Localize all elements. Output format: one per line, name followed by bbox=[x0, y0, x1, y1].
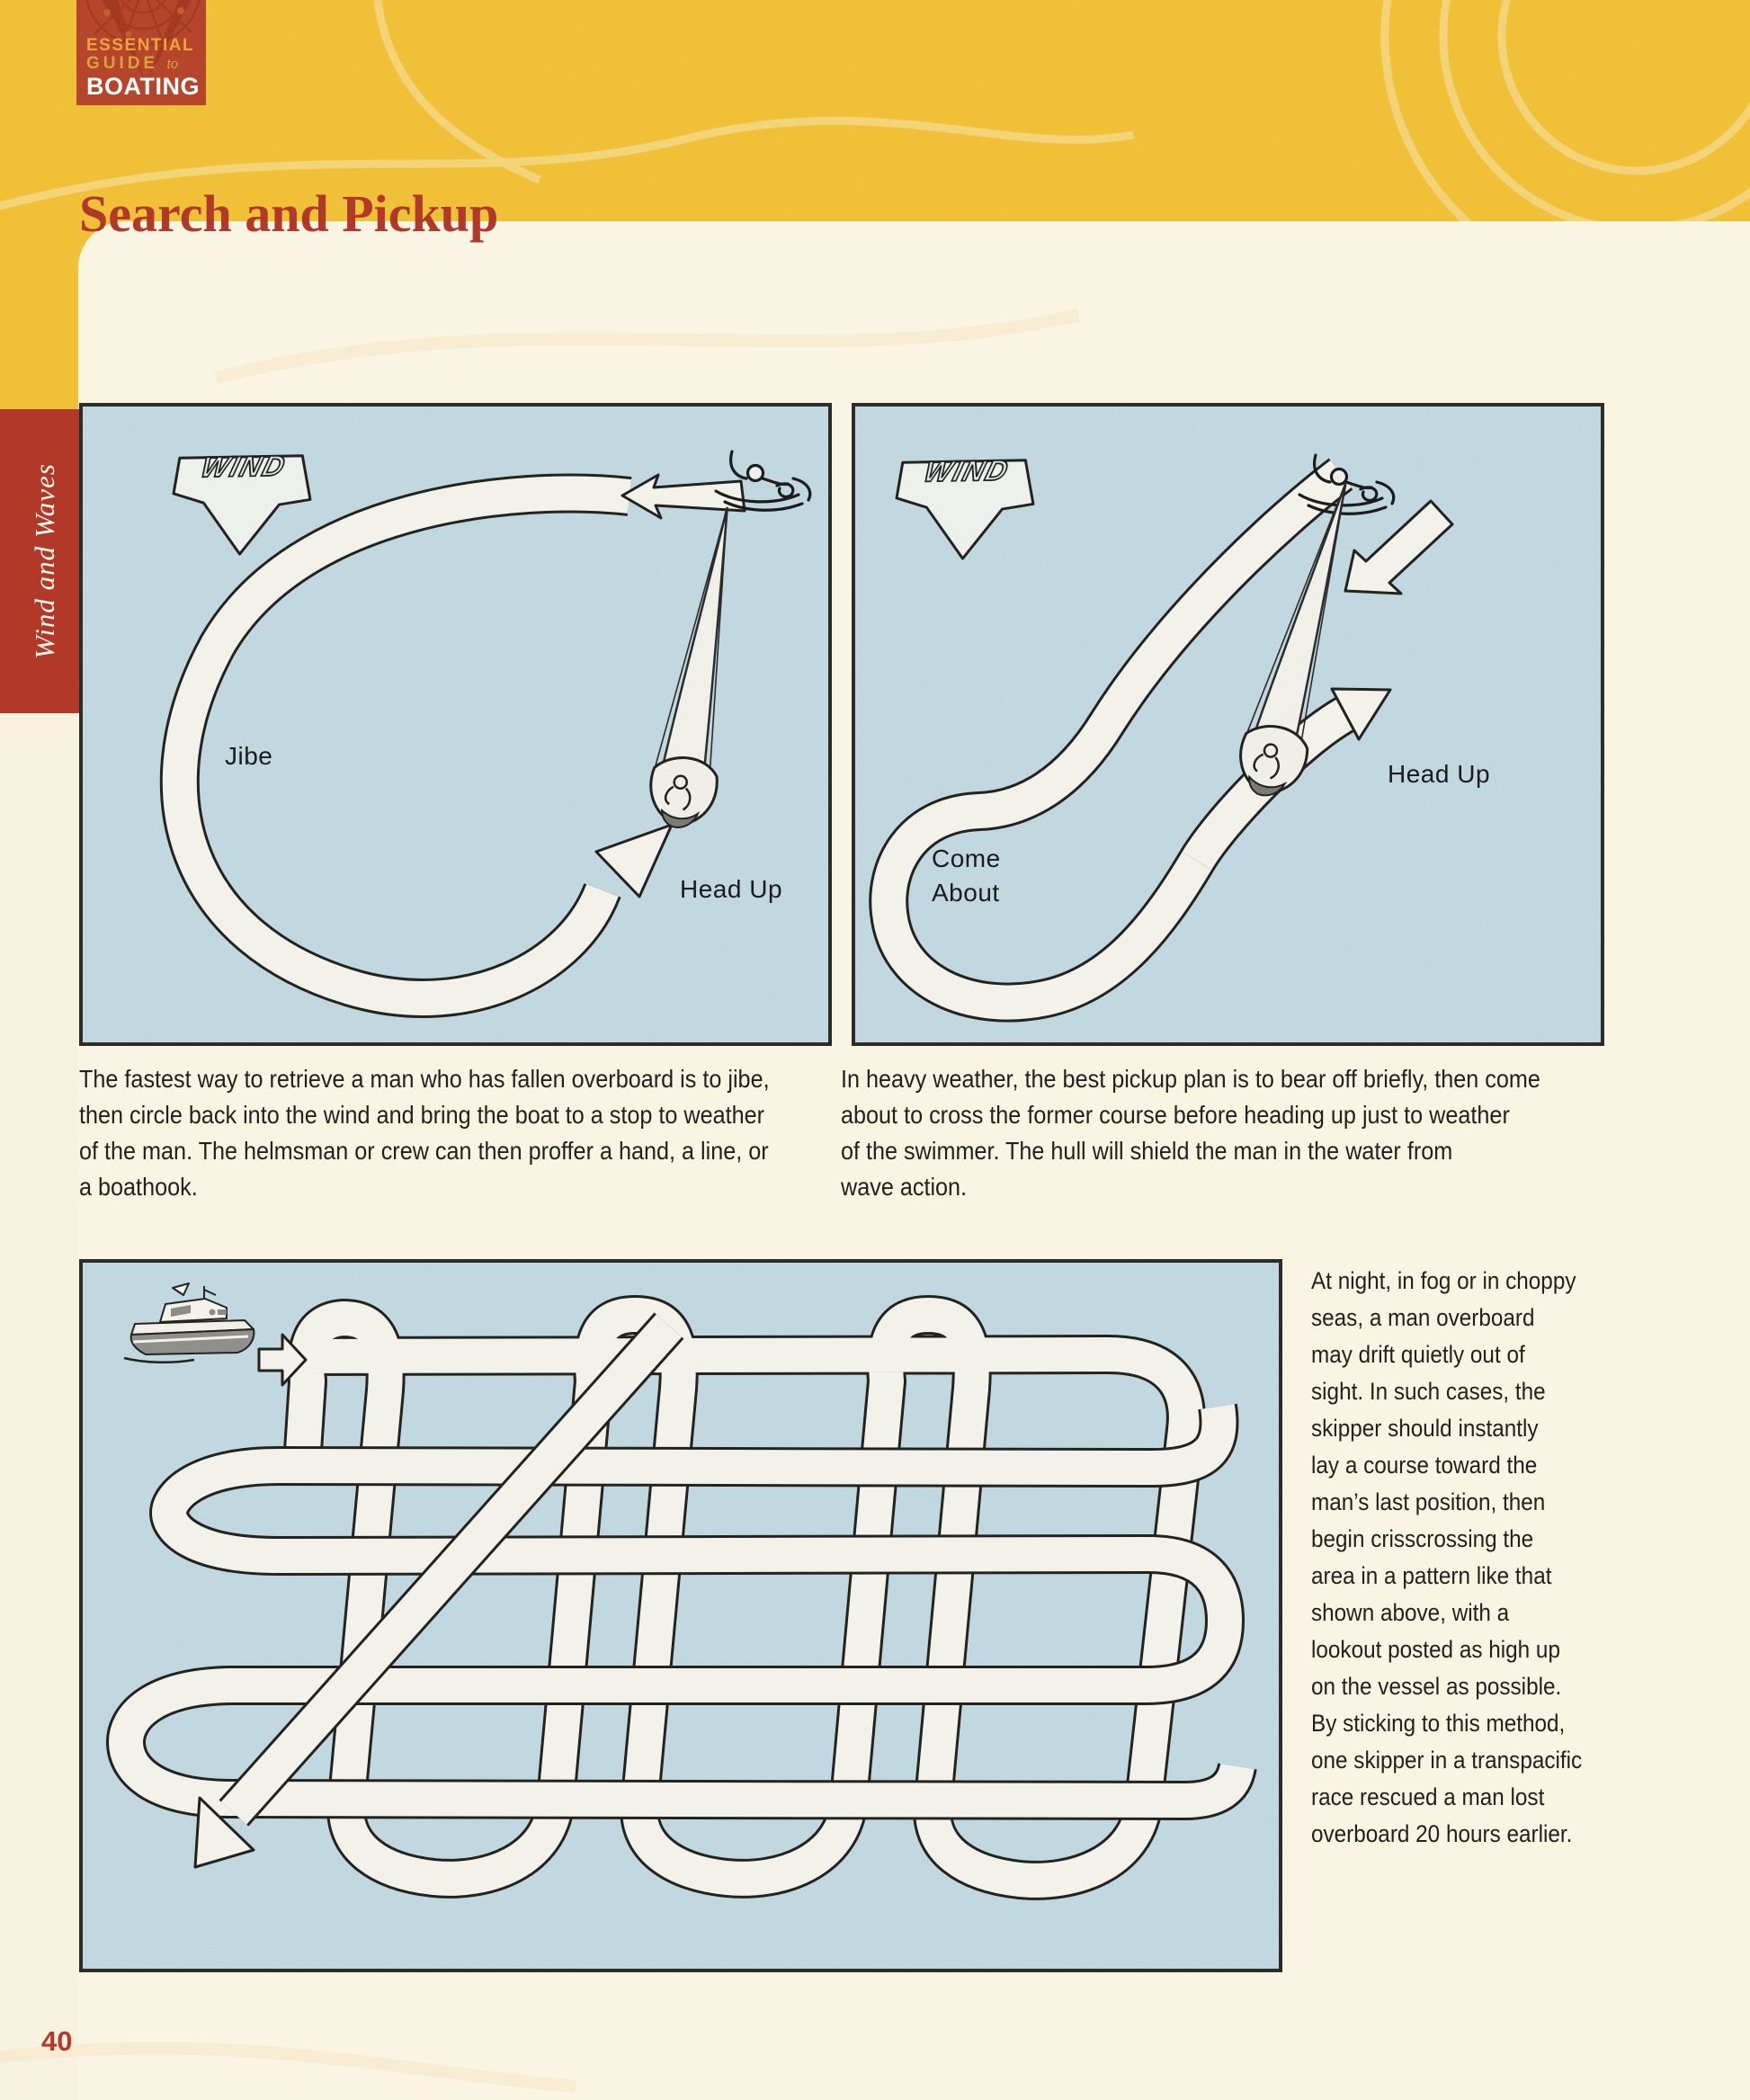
note-line: may drift quietly out of bbox=[1311, 1341, 1525, 1368]
caption-line: a boathook. bbox=[79, 1173, 198, 1201]
caption-line: about to cross the former course before heading up just to weather bbox=[841, 1101, 1510, 1129]
come-about-label-2: About bbox=[932, 879, 1000, 907]
note-line: At night, in fog or in choppy bbox=[1311, 1267, 1576, 1294]
caption-line: In heavy weather, the best pickup plan is to bear off briefly, then come bbox=[841, 1065, 1540, 1093]
page-title: Search and Pickup bbox=[79, 184, 499, 243]
header-band-left-strip bbox=[0, 221, 78, 409]
note-line: begin crisscrossing the bbox=[1311, 1525, 1534, 1552]
note-line: sight. In such cases, the bbox=[1311, 1378, 1546, 1405]
head-up-label: Head Up bbox=[680, 875, 783, 903]
caption-line: The fastest way to retrieve a man who has fallen overboard is to jibe, bbox=[79, 1065, 770, 1093]
caption-line: wave action. bbox=[841, 1173, 968, 1201]
note-line: shown above, with a bbox=[1311, 1599, 1510, 1626]
logo-line-to: to bbox=[166, 57, 178, 73]
note-line: seas, a man overboard bbox=[1311, 1304, 1535, 1331]
caption-line: then circle back into the wind and bring the boat to a stop to weather bbox=[79, 1101, 765, 1129]
note-line: race rescued a man lost bbox=[1311, 1783, 1545, 1810]
essential-guide-logo bbox=[76, 0, 206, 105]
logo-line-guide: GUIDE bbox=[86, 54, 159, 74]
search-pattern-diagram bbox=[79, 1259, 1282, 1972]
jibe-caption bbox=[79, 1061, 799, 1205]
note-line: By sticking to this method, bbox=[1311, 1710, 1566, 1737]
note-line: area in a pattern like that bbox=[1311, 1562, 1552, 1589]
head-up-label: Head Up bbox=[1388, 760, 1491, 788]
note-line: skipper should instantly bbox=[1311, 1415, 1539, 1442]
note-line: man’s last position, then bbox=[1311, 1488, 1546, 1515]
page-number: 40 bbox=[41, 2025, 73, 2057]
come-about-caption bbox=[841, 1061, 1569, 1205]
note-line: overboard 20 hours earlier. bbox=[1311, 1820, 1573, 1847]
chapter-tab-label: Wind and Waves bbox=[28, 463, 60, 659]
jibe-label: Jibe bbox=[225, 742, 273, 770]
note-line: on the vessel as possible. bbox=[1311, 1673, 1562, 1700]
logo-line-boating: BOATING bbox=[86, 72, 200, 100]
caption-line: of the man. The helmsman or crew can then proffer a hand, a line, or bbox=[79, 1137, 769, 1165]
note-line: lookout posted as high up bbox=[1311, 1636, 1560, 1663]
logo-line-essential: ESSENTIAL bbox=[86, 35, 195, 55]
note-line: lay a course toward the bbox=[1311, 1452, 1538, 1479]
caption-line: of the swimmer. The hull will shield the man in the water from bbox=[841, 1137, 1453, 1165]
come-about-label-1: Come bbox=[932, 844, 1001, 872]
chapter-tab bbox=[0, 409, 89, 713]
come-about-pickup-diagram bbox=[852, 403, 1604, 1046]
note-line: one skipper in a transpacific bbox=[1311, 1747, 1583, 1774]
jibe-pickup-diagram bbox=[79, 403, 832, 1046]
search-pattern-note bbox=[1311, 1263, 1586, 1853]
